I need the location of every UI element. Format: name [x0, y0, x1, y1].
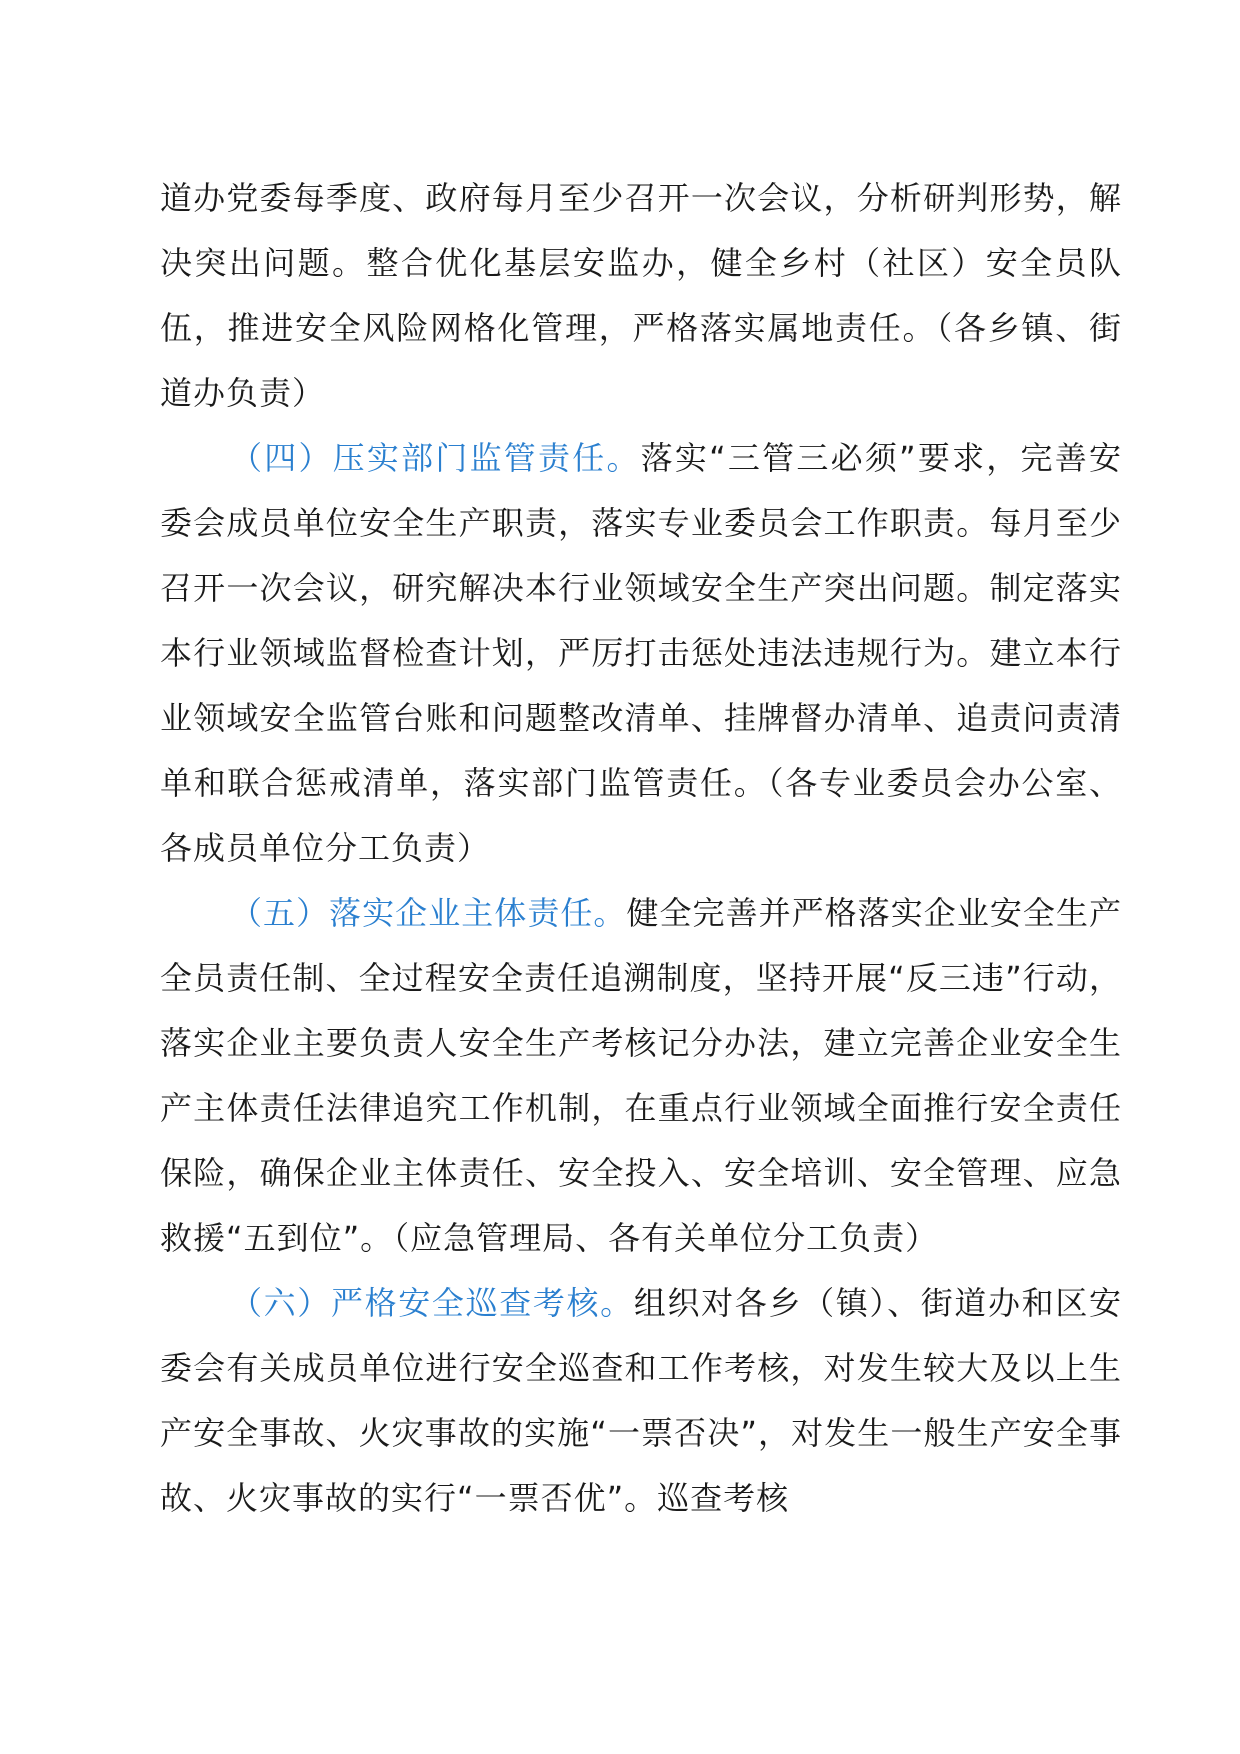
- paragraph-4: [160, 1271, 1122, 1531]
- section-heading-4: （四）压实部门监管责任。: [230, 439, 641, 477]
- paragraph-2: [160, 426, 1122, 881]
- paragraph-1-text: 道办党委每季度、政府每月至少召开一次会议，分析研判形势，解决突出问题。整合优化基层安监办，健全乡村（社区）安全员队伍，推进安全风险网格化管理，严格落实属地责任。（各乡镇、街道办负责）: [160, 179, 1122, 412]
- paragraph-2-text: 落实“三管三必须”要求，完善安委会成员单位安全生产职责，落实专业委员会工作职责。每月至少召开一次会议，研究解决本行业领域安全生产突出问题。制定落实本行业领域监督检查计划，严厉打击惩处违法违规行为。建立本行业领域安全监管台账和问题整改清单、挂牌督办清单、追责问责清单和联合惩戒清单，落实部门监管责任。（各专业委员会办公室、各成员单位分工负责）: [160, 439, 1122, 867]
- section-heading-5: （五）落实企业主体责任。: [230, 894, 627, 932]
- section-heading-6: （六）严格安全巡查考核。: [230, 1284, 634, 1322]
- paragraph-1: [160, 166, 1122, 426]
- paragraph-4-text: 组织对各乡（镇）、街道办和区安委会有关成员单位进行安全巡查和工作考核，对发生较大及以上生产安全事故、火灾事故的实施“一票否决”，对发生一般生产安全事故、火灾事故的实行“一票否优”。巡查考核: [160, 1284, 1122, 1517]
- paragraph-3: [160, 881, 1122, 1271]
- paragraph-3-text: 健全完善并严格落实企业安全生产全员责任制、全过程安全责任追溯制度，坚持开展“反三违”行动，落实企业主要负责人安全生产考核记分办法，建立完善企业安全生产主体责任法律追究工作机制，在重点行业领域全面推行安全责任保险，确保企业主体责任、安全投入、安全培训、安全管理、应急救援“五到位”。（应急管理局、各有关单位分工负责）: [160, 894, 1122, 1257]
- document-body: [160, 166, 1122, 1531]
